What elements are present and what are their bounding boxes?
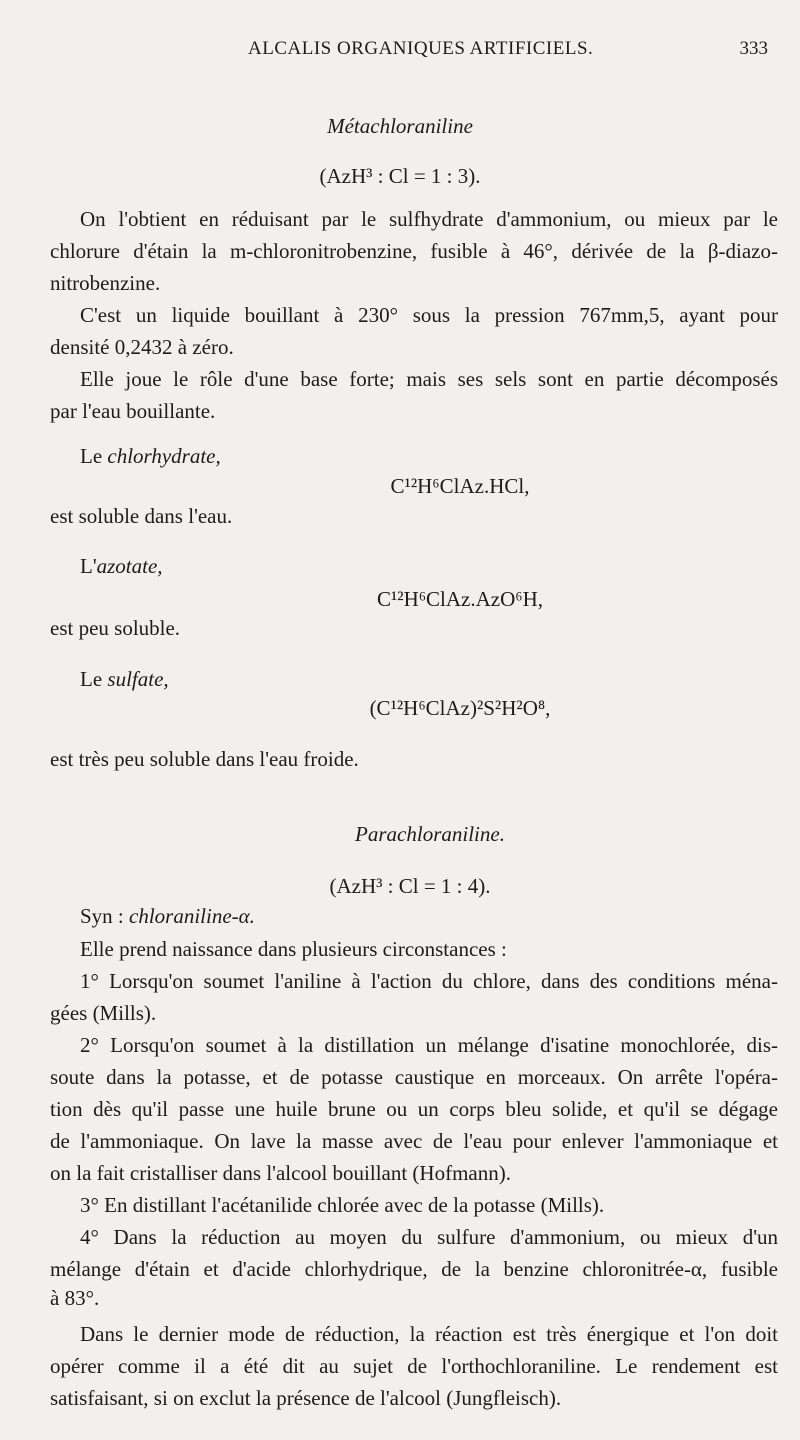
synonym-value: chloraniline-α. <box>129 904 255 928</box>
salt-note-azotate: est peu soluble. <box>50 616 181 640</box>
salt-formula-chlorhydrate: C¹²H⁶ClAz.HCl, <box>390 474 530 498</box>
salt-heading-chlorhydrate <box>80 440 221 472</box>
section-title-parachloraniline: Parachloraniline. <box>355 822 505 846</box>
formula-parachloraniline: (AzH³ : Cl = 1 : 4). <box>329 874 491 898</box>
list-item-line: mélange d'étain et d'acide chlorhydrique, de la benzine chloronitrée-α, fusible <box>50 1257 778 1281</box>
formula-metachloraniline: (AzH³ : Cl = 1 : 3). <box>319 164 481 188</box>
salt-name: azotate, <box>96 554 163 578</box>
salt-article: L' <box>80 554 97 578</box>
salt-heading-azotate <box>80 550 163 582</box>
salt-article: Le <box>80 667 108 691</box>
list-item-line: on la fait cristalliser dans l'alcool bouillant (Hofmann). <box>50 1161 511 1185</box>
salt-name: sulfate, <box>107 667 169 691</box>
paragraph-line: chlorure d'étain la m-chloronitrobenzine, fusible à 46°, dérivée de la β-diazo- <box>50 239 778 263</box>
synonym-line <box>80 900 255 932</box>
list-item-line: gées (Mills). <box>50 1001 157 1025</box>
section-title-metachloraniline: Métachloraniline <box>327 114 473 138</box>
list-item-line: soute dans la potasse, et de potasse caustique en morceaux. On arrête l'opéra- <box>50 1065 778 1089</box>
salt-note-chlorhydrate: est soluble dans l'eau. <box>50 504 233 528</box>
paragraph-line: par l'eau bouillante. <box>50 399 216 423</box>
salt-note-sulfate: est très peu soluble dans l'eau froide. <box>50 747 359 771</box>
list-item-line: 3° En distillant l'acétanilide chlorée avec de la potasse (Mills). <box>80 1193 605 1217</box>
salt-formula-sulfate: (C¹²H⁶ClAz)²S²H²O⁸, <box>369 696 551 720</box>
paragraph-line: C'est un liquide bouillant à 230° sous la pression 767mm,5, ayant pour <box>80 303 778 327</box>
list-item-line: 1° Lorsqu'on soumet l'aniline à l'action du chlore, dans des conditions ména- <box>80 969 778 993</box>
list-item-line: de l'ammoniaque. On lave la masse avec de l'eau pour enlever l'ammoniaque et <box>50 1129 778 1153</box>
running-title: ALCALIS ORGANIQUES ARTIFICIELS. <box>248 38 594 59</box>
paragraph-line: densité 0,2432 à zéro. <box>50 335 234 359</box>
paragraph-line: Elle prend naissance dans plusieurs circonstances : <box>80 937 507 961</box>
page-number: 333 <box>739 38 768 59</box>
salt-name: chlorhydrate, <box>107 444 221 468</box>
list-item-line: 4° Dans la réduction au moyen du sulfure d'ammonium, ou mieux d'un <box>80 1225 778 1249</box>
salt-article: Le <box>80 444 108 468</box>
list-item-line: 2° Lorsqu'on soumet à la distillation un mélange d'isatine monochlorée, dis- <box>80 1033 778 1057</box>
paragraph-line: satisfaisant, si on exclut la présence de l'alcool (Jungfleisch). <box>50 1386 562 1410</box>
paragraph-line: Dans le dernier mode de réduction, la réaction est très énergique et l'on doit <box>80 1322 778 1346</box>
paragraph-line: On l'obtient en réduisant par le sulfhydrate d'ammonium, ou mieux par le <box>80 207 778 231</box>
list-item-line: tion dès qu'il passe une huile brune ou un corps bleu solide, et qu'il se dégage <box>50 1097 778 1121</box>
salt-formula-azotate: C¹²H⁶ClAz.AzO⁶H, <box>376 587 544 611</box>
list-item-line: à 83°. <box>50 1286 100 1310</box>
synonym-label: Syn : <box>80 904 130 928</box>
page-header <box>0 38 800 66</box>
salt-heading-sulfate <box>80 663 169 695</box>
paragraph-line: opérer comme il a été dit au sujet de l'orthochloraniline. Le rendement est <box>50 1354 778 1378</box>
paragraph-line: Elle joue le rôle d'une base forte; mais ses sels sont en partie décomposés <box>80 367 778 391</box>
paragraph-line: nitrobenzine. <box>50 271 161 295</box>
